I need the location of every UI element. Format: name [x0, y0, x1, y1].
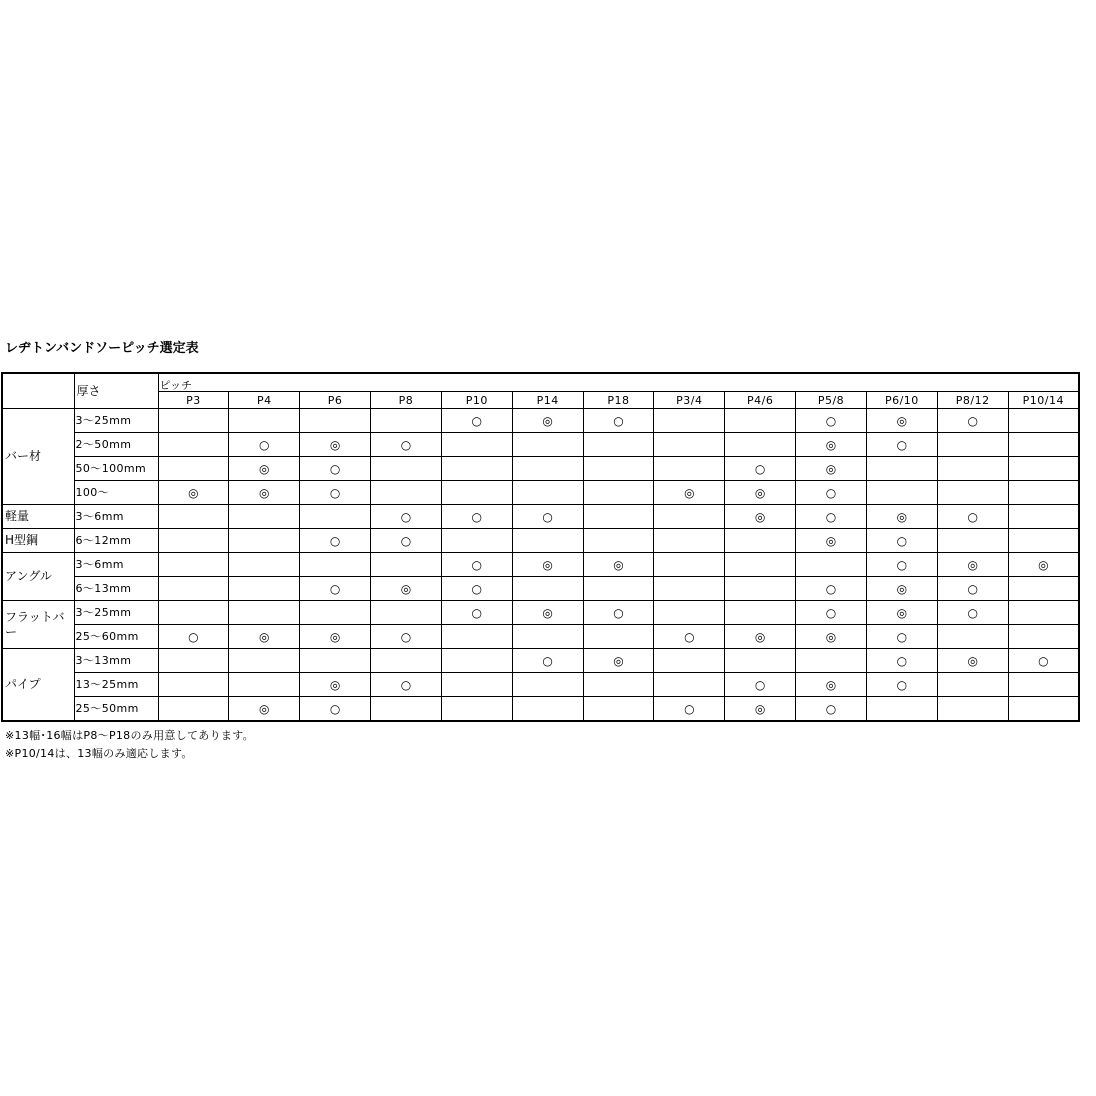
suitability-mark [158, 553, 229, 577]
suitability-mark: ◎ [512, 553, 583, 577]
suitability-mark [583, 433, 654, 457]
suitability-mark [1008, 601, 1079, 625]
suitability-mark [725, 433, 796, 457]
table-row [2, 553, 1079, 577]
suitability-mark [229, 529, 300, 553]
suitability-mark [654, 649, 725, 673]
suitability-mark [937, 673, 1008, 697]
suitability-mark [654, 553, 725, 577]
suitability-mark: ○ [937, 409, 1008, 433]
suitability-mark [654, 601, 725, 625]
suitability-mark: ○ [796, 577, 867, 601]
suitability-mark [300, 409, 371, 433]
suitability-mark [158, 409, 229, 433]
table-row [2, 673, 1079, 697]
material-category: バー材 [2, 409, 74, 505]
suitability-mark [583, 529, 654, 553]
suitability-mark [654, 409, 725, 433]
suitability-mark [725, 577, 796, 601]
suitability-mark: ○ [158, 625, 229, 649]
suitability-mark [512, 433, 583, 457]
table-row [2, 457, 1079, 481]
suitability-mark [512, 673, 583, 697]
suitability-mark: ○ [1008, 649, 1079, 673]
suitability-mark: ◎ [796, 457, 867, 481]
suitability-mark [583, 625, 654, 649]
thickness-header: 厚さ [74, 373, 158, 409]
suitability-mark: ○ [866, 553, 937, 577]
thickness-cell: 3〜6mm [74, 553, 158, 577]
suitability-mark [583, 481, 654, 505]
suitability-mark: ◎ [300, 673, 371, 697]
thickness-cell: 25〜50mm [74, 697, 158, 722]
suitability-mark: ○ [796, 481, 867, 505]
suitability-mark: ◎ [1008, 553, 1079, 577]
suitability-mark: ○ [866, 649, 937, 673]
suitability-mark: ○ [796, 409, 867, 433]
suitability-mark: ○ [796, 697, 867, 722]
suitability-mark [1008, 481, 1079, 505]
suitability-mark [937, 697, 1008, 722]
thickness-cell: 6〜13mm [74, 577, 158, 601]
suitability-mark [441, 673, 512, 697]
table-row [2, 409, 1079, 433]
suitability-mark [866, 481, 937, 505]
suitability-mark: ◎ [937, 553, 1008, 577]
suitability-mark [725, 529, 796, 553]
table-row [2, 577, 1079, 601]
pitch-header: ピッチ [158, 373, 1079, 392]
suitability-mark [1008, 697, 1079, 722]
thickness-cell: 25〜60mm [74, 625, 158, 649]
suitability-mark [583, 457, 654, 481]
suitability-mark [725, 553, 796, 577]
pitch-column-header: P4 [229, 392, 300, 409]
suitability-mark [1008, 409, 1079, 433]
suitability-mark: ◎ [300, 625, 371, 649]
suitability-mark [654, 577, 725, 601]
suitability-mark [512, 481, 583, 505]
suitability-mark: ◎ [583, 649, 654, 673]
pitch-column-header: P4/6 [725, 392, 796, 409]
suitability-mark [300, 505, 371, 529]
suitability-mark: ◎ [725, 625, 796, 649]
suitability-mark [158, 433, 229, 457]
suitability-mark [937, 481, 1008, 505]
thickness-cell: 3〜25mm [74, 601, 158, 625]
suitability-mark [371, 649, 442, 673]
suitability-mark [725, 409, 796, 433]
suitability-mark: ○ [371, 505, 442, 529]
suitability-mark [937, 457, 1008, 481]
suitability-mark: ○ [583, 409, 654, 433]
suitability-mark [371, 457, 442, 481]
suitability-mark: ○ [371, 433, 442, 457]
suitability-mark [1008, 457, 1079, 481]
header-row-columns [2, 392, 1079, 409]
suitability-mark: ○ [866, 625, 937, 649]
suitability-mark: ○ [371, 673, 442, 697]
table-row [2, 697, 1079, 722]
thickness-cell: 13〜25mm [74, 673, 158, 697]
suitability-mark: ○ [866, 529, 937, 553]
suitability-mark [583, 577, 654, 601]
material-category: H型鋼 [2, 529, 74, 553]
suitability-mark [371, 697, 442, 722]
suitability-mark: ○ [229, 433, 300, 457]
page-title: レヂトンバンドソーピッチ選定表 [5, 341, 199, 356]
suitability-mark: ◎ [229, 481, 300, 505]
suitability-mark [1008, 433, 1079, 457]
note-line: ※P10/14は、13幅のみ適応します。 [5, 747, 193, 760]
suitability-mark: ◎ [229, 697, 300, 722]
pitch-column-header: P3 [158, 392, 229, 409]
suitability-mark: ○ [300, 529, 371, 553]
suitability-mark [725, 601, 796, 625]
suitability-mark [512, 457, 583, 481]
suitability-mark: ◎ [725, 505, 796, 529]
suitability-mark: ○ [937, 577, 1008, 601]
table-body [2, 373, 1079, 721]
table-row [2, 481, 1079, 505]
suitability-mark [300, 649, 371, 673]
suitability-mark: ○ [654, 697, 725, 722]
table-row [2, 433, 1079, 457]
material-category: フラットバー [2, 601, 74, 649]
suitability-mark: ◎ [866, 601, 937, 625]
suitability-mark [371, 481, 442, 505]
suitability-mark [229, 673, 300, 697]
suitability-mark: ○ [583, 601, 654, 625]
suitability-mark [1008, 625, 1079, 649]
suitability-mark [229, 553, 300, 577]
suitability-mark [866, 697, 937, 722]
suitability-mark: ○ [866, 673, 937, 697]
suitability-mark: ○ [725, 457, 796, 481]
suitability-mark: ◎ [512, 601, 583, 625]
suitability-mark [158, 697, 229, 722]
suitability-mark [937, 433, 1008, 457]
pitch-column-header: P8/12 [937, 392, 1008, 409]
pitch-column-header: P8 [371, 392, 442, 409]
suitability-mark: ○ [300, 697, 371, 722]
material-category: アングル [2, 553, 74, 601]
suitability-mark: ◎ [796, 529, 867, 553]
suitability-mark [158, 529, 229, 553]
suitability-mark: ○ [725, 673, 796, 697]
suitability-mark [937, 529, 1008, 553]
thickness-cell: 50〜100mm [74, 457, 158, 481]
suitability-mark [229, 577, 300, 601]
suitability-mark [1008, 529, 1079, 553]
suitability-mark: ◎ [937, 649, 1008, 673]
suitability-mark: ○ [300, 577, 371, 601]
header-row-top [2, 373, 1079, 392]
suitability-mark: ◎ [371, 577, 442, 601]
suitability-mark: ◎ [654, 481, 725, 505]
suitability-mark [725, 649, 796, 673]
suitability-mark [937, 625, 1008, 649]
suitability-mark: ○ [300, 457, 371, 481]
suitability-mark [441, 649, 512, 673]
suitability-mark [654, 433, 725, 457]
suitability-mark: ◎ [300, 433, 371, 457]
pitch-column-header: P14 [512, 392, 583, 409]
pitch-column-header: P3/4 [654, 392, 725, 409]
suitability-mark [796, 553, 867, 577]
thickness-cell: 3〜6mm [74, 505, 158, 529]
suitability-mark [229, 409, 300, 433]
suitability-mark: ◎ [866, 409, 937, 433]
table-row [2, 601, 1079, 625]
suitability-mark: ○ [441, 553, 512, 577]
thickness-cell: 2〜50mm [74, 433, 158, 457]
suitability-mark [300, 601, 371, 625]
suitability-mark [371, 601, 442, 625]
suitability-mark: ◎ [796, 433, 867, 457]
suitability-mark: ○ [441, 601, 512, 625]
suitability-mark [158, 673, 229, 697]
suitability-mark [441, 625, 512, 649]
thickness-cell: 3〜13mm [74, 649, 158, 673]
thickness-cell: 3〜25mm [74, 409, 158, 433]
suitability-mark: ○ [441, 409, 512, 433]
suitability-mark [441, 433, 512, 457]
suitability-mark [229, 649, 300, 673]
suitability-mark: ○ [512, 649, 583, 673]
suitability-mark [371, 553, 442, 577]
suitability-mark [1008, 577, 1079, 601]
notes [5, 727, 254, 763]
suitability-mark: ◎ [512, 409, 583, 433]
thickness-cell: 100〜 [74, 481, 158, 505]
suitability-mark [512, 697, 583, 722]
suitability-mark [583, 505, 654, 529]
suitability-mark: ○ [866, 433, 937, 457]
pitch-column-header: P18 [583, 392, 654, 409]
suitability-mark [796, 649, 867, 673]
suitability-mark: ◎ [796, 625, 867, 649]
suitability-mark: ○ [371, 529, 442, 553]
suitability-mark [371, 409, 442, 433]
suitability-mark [654, 529, 725, 553]
suitability-mark: ◎ [158, 481, 229, 505]
suitability-mark [158, 505, 229, 529]
suitability-mark [300, 553, 371, 577]
suitability-mark: ○ [796, 601, 867, 625]
suitability-mark: ○ [300, 481, 371, 505]
suitability-mark: ○ [371, 625, 442, 649]
pitch-column-header: P10 [441, 392, 512, 409]
pitch-selection-table [1, 372, 1080, 722]
suitability-mark: ◎ [583, 553, 654, 577]
suitability-mark: ◎ [866, 505, 937, 529]
suitability-mark [654, 457, 725, 481]
suitability-mark [654, 505, 725, 529]
suitability-mark [441, 697, 512, 722]
pitch-column-header: P5/8 [796, 392, 867, 409]
suitability-mark [158, 601, 229, 625]
table-row [2, 505, 1079, 529]
suitability-mark [654, 673, 725, 697]
suitability-mark: ◎ [866, 577, 937, 601]
suitability-mark [583, 697, 654, 722]
suitability-mark [229, 505, 300, 529]
suitability-mark: ◎ [229, 457, 300, 481]
suitability-mark: ○ [441, 577, 512, 601]
suitability-mark [512, 529, 583, 553]
suitability-mark [866, 457, 937, 481]
suitability-mark: ○ [937, 505, 1008, 529]
suitability-mark [441, 457, 512, 481]
suitability-mark: ○ [654, 625, 725, 649]
suitability-mark [158, 457, 229, 481]
table-row [2, 649, 1079, 673]
suitability-mark: ○ [937, 601, 1008, 625]
pitch-column-header: P10/14 [1008, 392, 1079, 409]
pitch-column-header: P6/10 [866, 392, 937, 409]
suitability-mark [441, 481, 512, 505]
suitability-mark: ◎ [725, 481, 796, 505]
suitability-mark [158, 649, 229, 673]
suitability-mark [229, 601, 300, 625]
note-line: ※13幅･16幅はP8〜P18のみ用意してあります。 [5, 729, 254, 742]
suitability-mark: ◎ [725, 697, 796, 722]
thickness-cell: 6〜12mm [74, 529, 158, 553]
suitability-mark: ○ [441, 505, 512, 529]
suitability-mark [512, 625, 583, 649]
header-corner-cell [2, 373, 74, 409]
pitch-column-header: P6 [300, 392, 371, 409]
suitability-mark [512, 577, 583, 601]
suitability-mark [158, 577, 229, 601]
table-row [2, 625, 1079, 649]
suitability-mark [583, 673, 654, 697]
suitability-mark [1008, 673, 1079, 697]
suitability-mark: ○ [512, 505, 583, 529]
table-row [2, 529, 1079, 553]
suitability-mark [1008, 505, 1079, 529]
material-category: 軽量 [2, 505, 74, 529]
material-category: パイプ [2, 649, 74, 722]
suitability-mark: ○ [796, 505, 867, 529]
suitability-mark: ◎ [229, 625, 300, 649]
suitability-mark [441, 529, 512, 553]
suitability-mark: ◎ [796, 673, 867, 697]
